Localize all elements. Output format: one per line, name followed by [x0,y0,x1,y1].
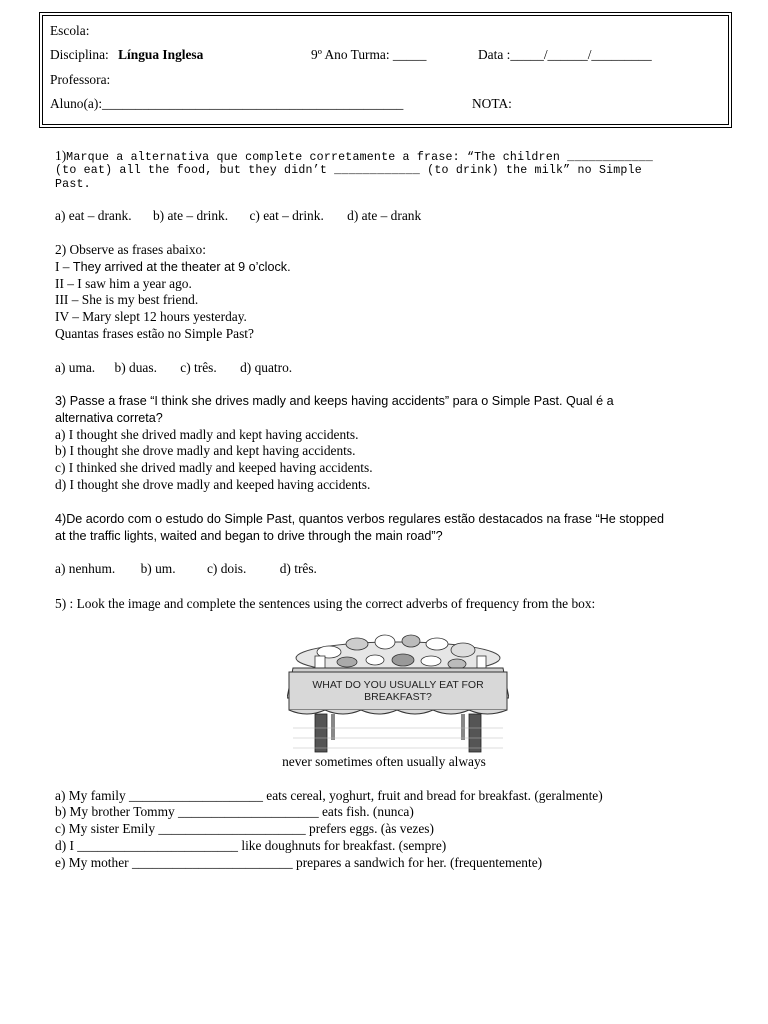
teacher-label: Professora: [50,72,111,87]
q2-sentence-1 [55,259,291,275]
grade-score-label: NOTA: [472,96,512,111]
q4-option-d: d) três. [279,561,317,576]
subject-caption: Disciplina: [50,47,109,62]
q1-line-3: Past. [55,178,91,191]
q4-options [55,561,317,577]
q5-sentence-a: a) My family ____________________ eats cereal, yoghurt, fruit and bread for breakfast. (geralmente) [55,788,603,803]
q1-number: 1) [55,148,67,163]
q1-options [55,208,421,224]
q1-text-1: Marque a alternativa que complete corretamente a frase: “The children ____________ [66,151,654,164]
q1-option-b: b) ate – drink. [152,208,229,223]
breakfast-table-image [287,628,509,754]
q5-instruction: 5) : Look the image and complete the sentences using the correct adverbs of frequency from the box: [55,596,596,611]
q1-option-a: a) eat – drank. [55,208,132,223]
q2-sentence-2: II – I saw him a year ago. [55,276,192,291]
q2-options [55,360,292,376]
q4-option-b: b) um. [140,561,176,576]
q5-sentence-e: e) My mother ________________________ prepares a sandwich for her. (frequentemente) [55,855,543,870]
image-caption-line-2: BREAKFAST? [364,691,432,703]
q3-option-c: c) I thinked she drived madly and keeped having accidents. [55,460,373,475]
q5-sentence-c: c) My sister Emily ______________________ prefers eggs. (às vezes) [55,821,434,836]
q2-option-d: d) quatro. [240,360,293,375]
q2-sentence-3: III – She is my best friend. [55,292,199,307]
q1-option-c: c) eat – drink. [249,208,324,223]
q2-option-a: a) uma. [55,360,96,375]
q5-sentence-d: d) I ________________________ like doughnuts for breakfast. (sempre) [55,838,447,853]
q3-option-b: b) I thought she drove madly and kept having accidents. [55,443,356,458]
q2-option-b: b) duas. [114,360,157,375]
date-field: Data :_____/______/_________ [478,47,652,62]
grade-class-field: 9º Ano Turma: _____ [311,47,427,62]
q2-sentence-1-text: They arrived at the theater at 9 o’clock. [72,260,291,274]
q3-line-1: 3) Passe a frase “I think she drives madly and keeps having accidents” para o Simple Past. Qual é a [55,394,614,408]
q4-line-1: 4)De acordo com o estudo do Simple Past, quantos verbos regulares estão destacados na frase “He stopped [55,512,665,526]
student-field: Aluno(a):_____________________________________________ [50,96,404,111]
q4-option-a: a) nenhum. [55,561,116,576]
q4-option-c: c) dois. [206,561,247,576]
q3-option-a: a) I thought she drived madly and kept having accidents. [55,427,359,442]
q1-option-d: d) ate – drank [347,208,422,223]
q1-line-2: (to eat) all the food, but they didn’t ____________ (to drink) the milk” no Simple [55,164,642,177]
q2-option-c: c) três. [180,360,217,375]
q2-question: Quantas frases estão no Simple Past? [55,326,254,341]
q2-sentence-1-num: I – [55,259,70,274]
q2-sentence-4: IV – Mary slept 12 hours yesterday. [55,309,247,324]
q3-line-2: alternativa correta? [55,411,163,425]
q3-option-d: d) I thought she drove madly and keeped having accidents. [55,477,371,492]
adverbs-word-box: never sometimes often usually always [282,754,486,769]
subject-value: Língua Inglesa [118,47,204,62]
breakfast-table-illustration [287,628,509,754]
q5-sentence-b: b) My brother Tommy _____________________ eats fish. (nunca) [55,804,414,819]
q4-line-2: at the traffic lights, waited and began to drive through the main road”? [55,529,443,543]
subject-label [50,47,203,63]
school-label: Escola: [50,23,90,38]
image-caption-line-1: WHAT DO YOU USUALLY EAT FOR [312,679,484,691]
q2-title: 2) Observe as frases abaixo: [55,242,206,257]
